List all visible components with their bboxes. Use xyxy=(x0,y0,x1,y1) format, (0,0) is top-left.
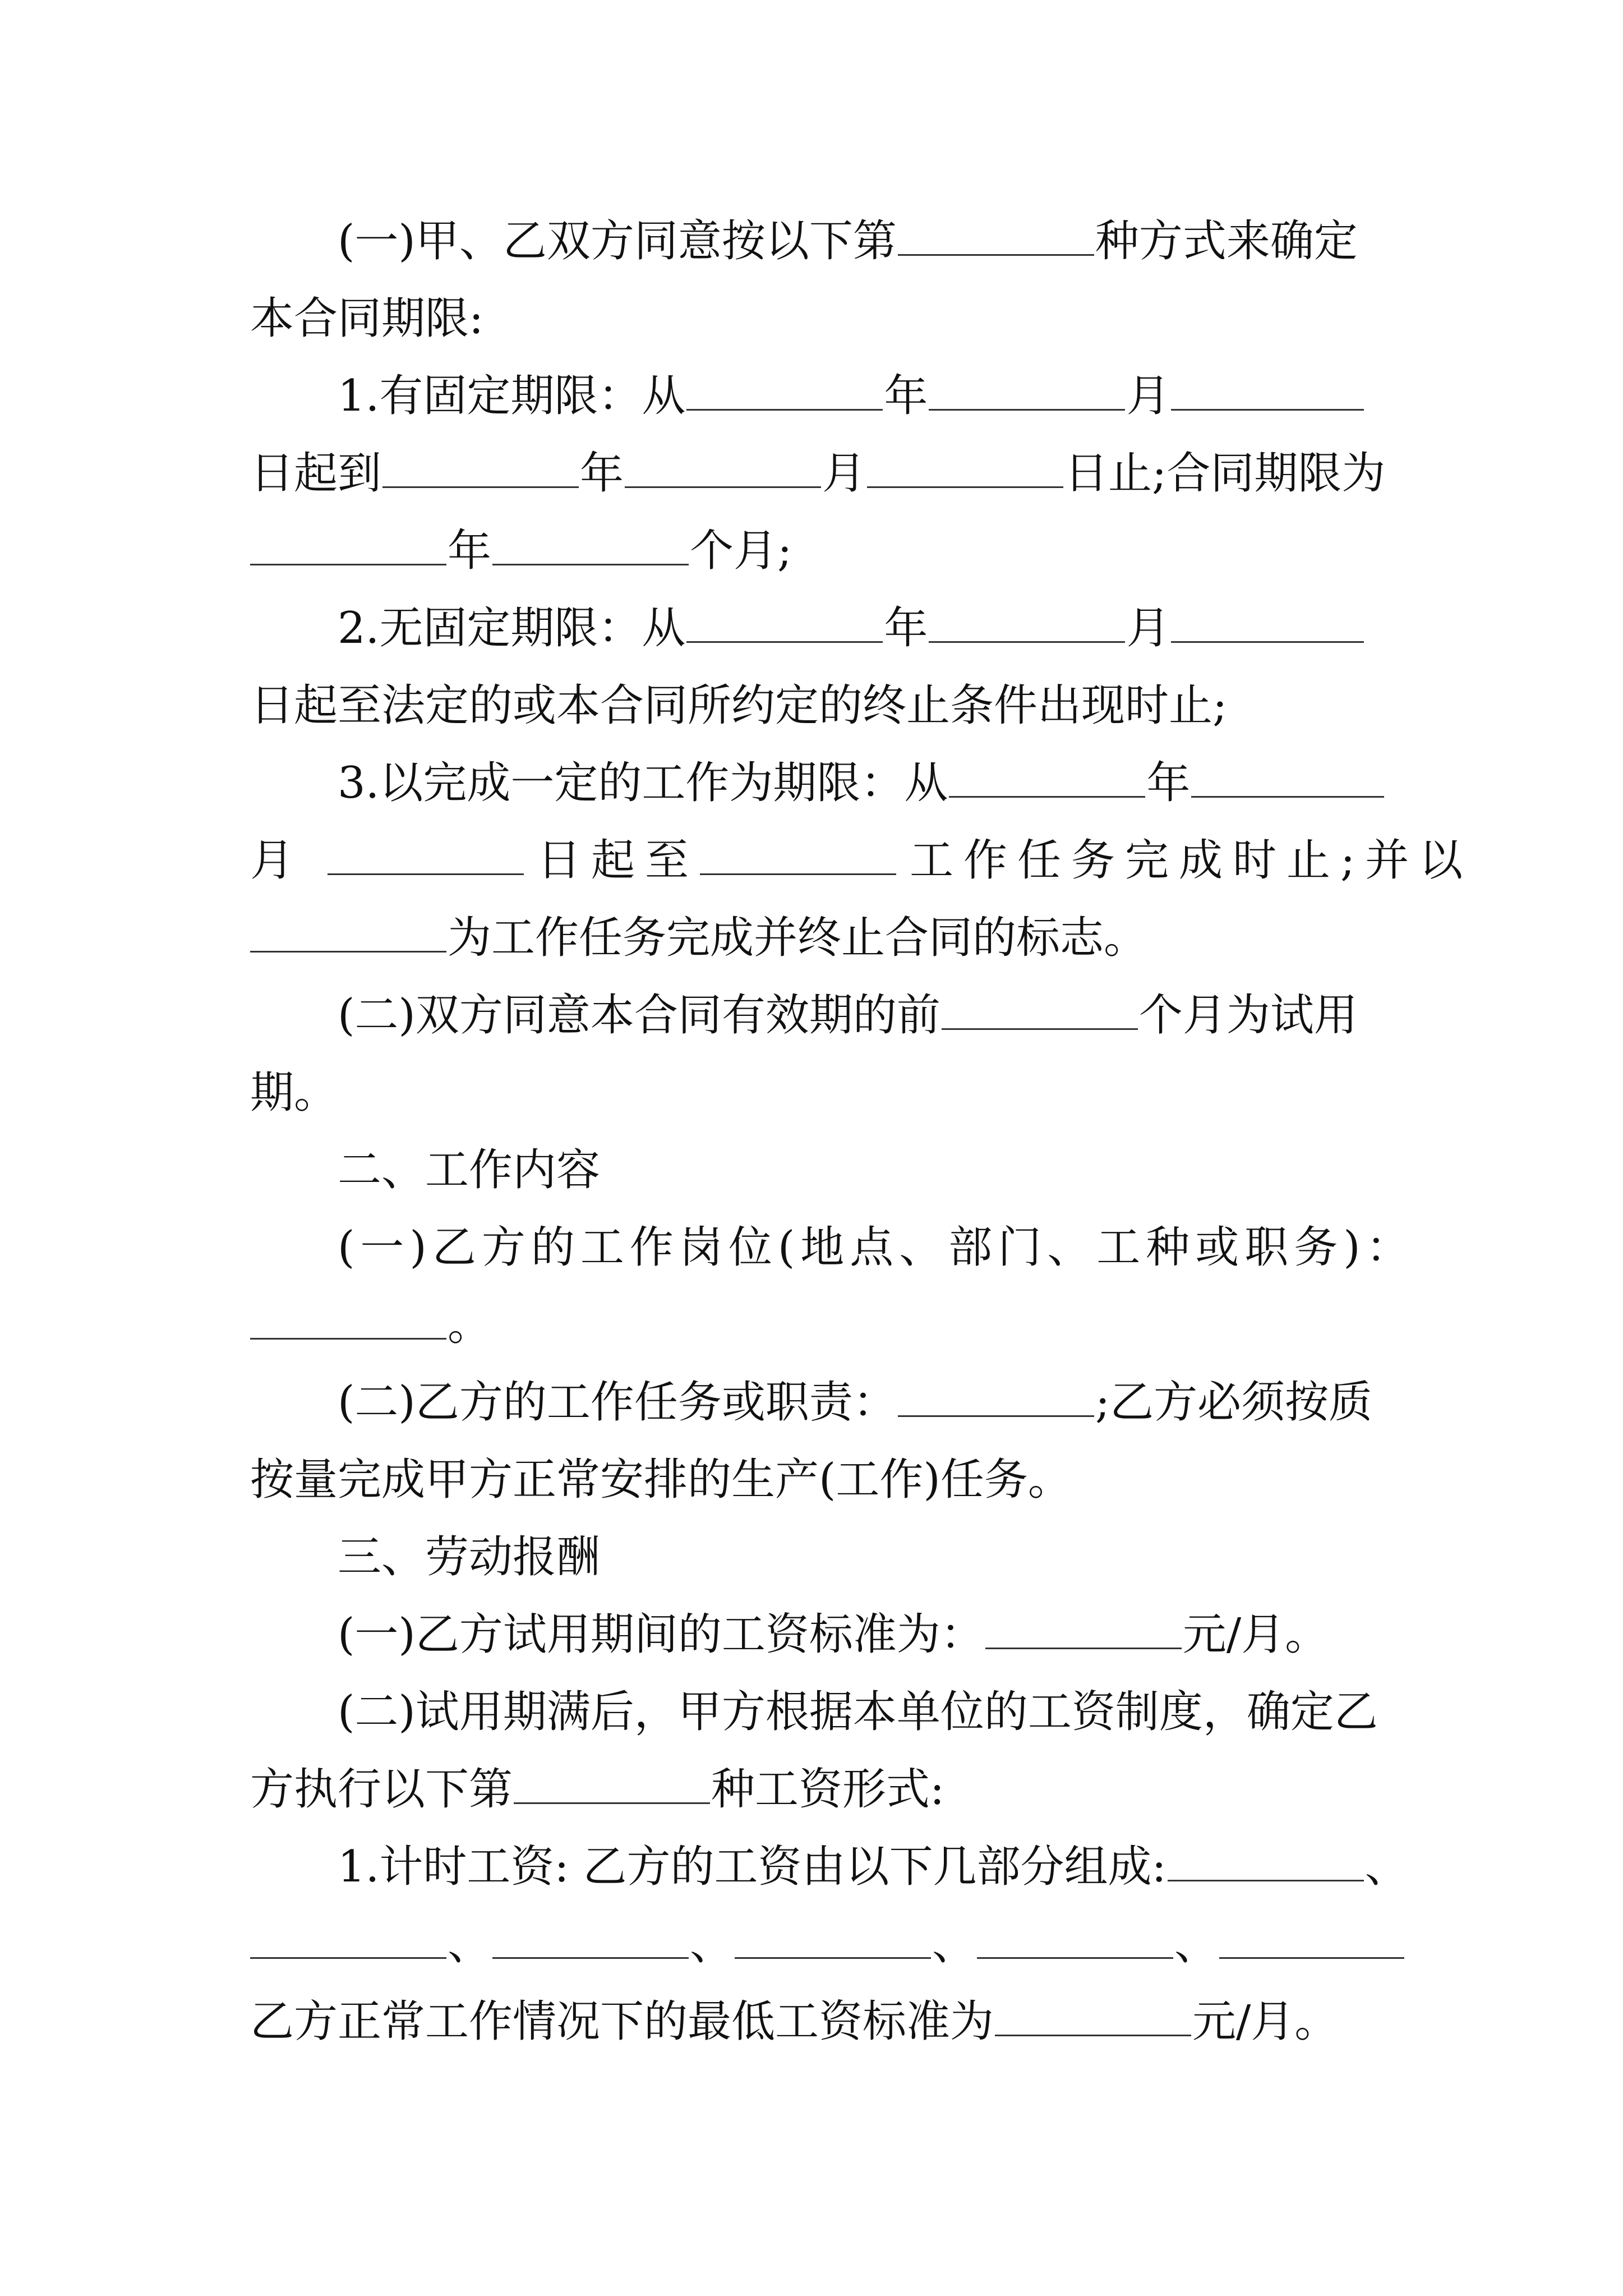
open-term-line xyxy=(250,600,1383,656)
blank-field xyxy=(985,1608,1182,1649)
task-term-line-cont2 xyxy=(250,910,1383,966)
fixed-term-line-cont2 xyxy=(250,523,1383,579)
text: 乙方正常工作情况下的最低工资标准为 xyxy=(250,1996,994,2047)
blank-field xyxy=(382,447,579,488)
pay-form-line-cont xyxy=(250,1761,1383,1818)
text: 本合同期限: xyxy=(250,293,484,344)
min-wage-line xyxy=(250,1994,1383,2050)
text: 1.有固定期限：从 xyxy=(338,371,686,421)
text: 、 xyxy=(690,1919,734,1970)
work-position-line xyxy=(250,1220,1415,1276)
text: 月 xyxy=(250,835,294,886)
text: 日起至法定的或本合同所约定的终止条件出现时止; xyxy=(250,680,1228,731)
text: (二)乙方的工作任务或职责： xyxy=(338,1377,897,1428)
text: 元/月。 xyxy=(1192,1996,1339,2047)
text: 年 xyxy=(884,371,928,421)
text: (一)乙方试用期间的工资标准为： xyxy=(338,1609,984,1660)
text: 1.计时工资: 乙方的工资由以下几部分组成: xyxy=(338,1842,1166,1892)
term-method-line xyxy=(250,213,1383,269)
blank-field xyxy=(700,834,896,875)
section-title: 二、工作内容 xyxy=(338,1145,601,1195)
section-heading-pay xyxy=(250,1529,1383,1585)
text: 月 xyxy=(1126,603,1170,654)
text: 种方式来确定 xyxy=(1095,216,1358,266)
text: 日起到 xyxy=(250,448,382,499)
work-position-line-cont xyxy=(250,1297,1383,1353)
blank-field xyxy=(250,524,446,565)
blank-field xyxy=(867,447,1063,488)
text: (一)甲、乙双方同意按以下第 xyxy=(338,216,897,266)
text: (二)双方同意本合同有效期的前 xyxy=(338,990,940,1041)
blank-field xyxy=(625,447,821,488)
blank-field xyxy=(977,1918,1173,1959)
text: 日起至 xyxy=(537,835,699,886)
probation-line xyxy=(250,987,1383,1043)
fixed-term-line xyxy=(250,368,1383,424)
text: 年 xyxy=(448,526,492,576)
blank-field xyxy=(995,1995,1191,2036)
work-duty-line xyxy=(250,1374,1383,1430)
blank-field xyxy=(686,370,883,411)
text: 年 xyxy=(1146,758,1191,808)
text: 月 xyxy=(822,448,866,499)
blank-field xyxy=(514,1763,710,1804)
text: 方执行以下第 xyxy=(250,1764,513,1815)
pay-form-line xyxy=(250,1684,1383,1740)
blank-field xyxy=(898,1376,1094,1417)
blank-field xyxy=(898,215,1094,256)
text: 日止;合同期限为 xyxy=(1064,448,1386,499)
text: 年 xyxy=(580,448,624,499)
blank-field xyxy=(492,524,689,565)
blank-field xyxy=(929,370,1125,411)
probation-line-cont xyxy=(250,1065,1383,1121)
hourly-pay-line xyxy=(250,1839,1409,1895)
blank-field xyxy=(929,602,1125,643)
blank-field xyxy=(1168,1841,1364,1881)
text: (一)乙方的工作岗位(地点、部门、工种或职务)： xyxy=(338,1222,1415,1273)
blank-field xyxy=(1171,602,1364,643)
blank-field xyxy=(942,989,1138,1030)
text: 为工作任务完成并终止合同的标志。 xyxy=(448,913,1148,963)
blank-field xyxy=(1171,370,1364,411)
task-term-line-cont xyxy=(250,832,1473,889)
blank-field xyxy=(1191,757,1384,798)
blank-field xyxy=(686,602,883,643)
probation-pay-line xyxy=(250,1607,1383,1663)
open-term-line-cont xyxy=(250,678,1383,734)
fixed-term-line-cont xyxy=(250,445,1386,501)
blank-field xyxy=(492,1918,689,1959)
work-duty-line-cont xyxy=(250,1452,1383,1508)
blank-field xyxy=(250,912,446,953)
text: 工作任务完成时止;并以 xyxy=(910,835,1473,886)
text: 。 xyxy=(448,1300,492,1350)
term-method-line-cont xyxy=(250,291,1383,347)
text: 元/月。 xyxy=(1182,1609,1329,1660)
blank-field xyxy=(1219,1918,1404,1959)
text: 3.以完成一定的工作为期限：从 xyxy=(338,758,948,808)
text: (二)试用期满后，甲方根据本单位的工资制度，确定乙 xyxy=(338,1687,1378,1737)
text: 种工资形式: xyxy=(711,1764,945,1815)
text: 、 xyxy=(448,1919,492,1970)
section-heading-work xyxy=(250,1142,1383,1198)
text: 、 xyxy=(932,1919,976,1970)
text: 个月; xyxy=(690,526,792,576)
text: 2.无固定期限：从 xyxy=(338,603,686,654)
blank-field xyxy=(250,1918,446,1959)
text: 年 xyxy=(884,603,928,654)
text: 、 xyxy=(1364,1842,1409,1892)
text: 、 xyxy=(1174,1919,1219,1970)
section-title: 三、劳动报酬 xyxy=(338,1532,601,1582)
blank-field xyxy=(250,1299,446,1340)
task-term-line xyxy=(250,755,1383,811)
text: 期。 xyxy=(250,1068,338,1118)
text: 个月为试用 xyxy=(1138,990,1358,1041)
text: 月 xyxy=(1126,371,1170,421)
blank-field xyxy=(735,1918,931,1959)
blank-field xyxy=(949,757,1145,798)
pay-components-line xyxy=(250,1916,1383,1972)
text: 按量完成甲方正常安排的生产(工作)任务。 xyxy=(250,1455,1072,1505)
blank-field xyxy=(328,834,524,875)
text: ;乙方必须按质 xyxy=(1095,1377,1373,1428)
